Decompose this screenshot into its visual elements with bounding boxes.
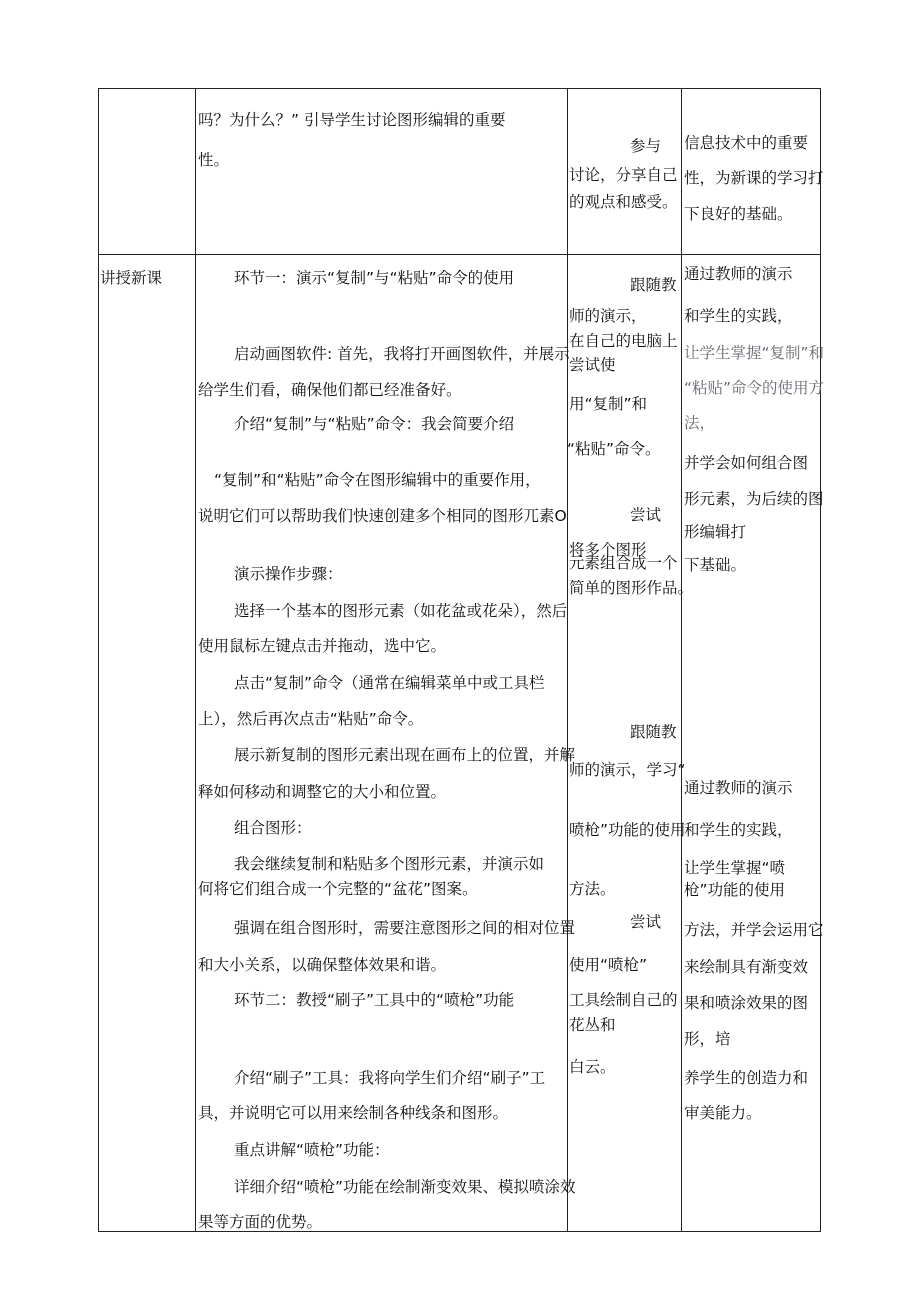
content-line: 点击“复制”命令（通常在编辑菜单中或工具栏 xyxy=(234,674,545,692)
content-line: 介绍“刷子”工具：我将向学生们介绍“刷子”工 xyxy=(234,1069,546,1087)
content-line: 说明它们可以帮助我们快速创建多个相同的图形兀素O xyxy=(198,507,567,525)
row1-purpose-line: 信息技术中的重要 xyxy=(684,134,809,152)
column-divider-3 xyxy=(681,88,682,1232)
content-line: 我会继续复制和粘贴多个图形元素，并演示如 xyxy=(234,855,545,873)
purpose-line: 让学生掌握“复制”和 xyxy=(684,344,825,362)
row1-content-line: 吗？为什么？” 引导学生讨论图形编辑的重要 xyxy=(198,111,506,129)
content-line: 何将它们组合成一个完整的“盆花”图案。 xyxy=(198,880,478,898)
student-line: 将多个图形 xyxy=(569,541,647,559)
section-label: 讲授新课 xyxy=(100,269,163,287)
row1-purpose-line: 性，为新课的学习打 xyxy=(684,169,824,187)
row1-content-line: 性。 xyxy=(198,151,230,169)
content-line: 组合图形： xyxy=(234,819,312,837)
content-line: 释如何移动和调整它的大小和位置。 xyxy=(198,783,447,801)
table-left-border xyxy=(98,88,99,1232)
content-line: 具，并说明它可以用来绘制各种线条和图形。 xyxy=(198,1104,509,1122)
purpose-line: 通过教师的演示 xyxy=(684,779,793,797)
column-divider-2 xyxy=(567,88,568,1232)
student-line: 在自己的电脑上 xyxy=(569,332,678,350)
purpose-line: 法， xyxy=(684,414,716,432)
content-line: 选择一个基本的图形元素（如花盆或花朵），然后 xyxy=(234,602,568,620)
content-line: 介绍“复制”与“粘贴”命令：我会简要介绍 xyxy=(234,415,515,433)
content-line: 强调在组合图形时，需要注意图形之间的相对位置 xyxy=(234,919,576,937)
student-line: 喷枪”功能的使用 xyxy=(569,821,686,839)
purpose-line: 形元素，为后续的图 xyxy=(684,490,824,508)
purpose-line: 枪”功能的使用 xyxy=(684,881,786,899)
content-line: 和大小关系，以确保整体效果和谐。 xyxy=(198,956,447,974)
purpose-line: 让学生掌握“喷 xyxy=(684,859,786,877)
purpose-line: 形编辑打 xyxy=(684,523,747,541)
content-line: 展示新复制的图形元素出现在画布上的位置，并解 xyxy=(234,746,576,764)
purpose-line: 来绘制具有渐变效 xyxy=(684,958,809,976)
row1-student-line: 讨论，分享自己 xyxy=(569,166,678,184)
content-line: 环节一：演示“复制”与“粘贴”命令的使用 xyxy=(234,269,515,287)
student-line: 尝试使 xyxy=(569,356,616,374)
student-line: 方法。 xyxy=(569,880,616,898)
content-line: “复制”和“粘贴”命令在图形编辑中的重要作用， xyxy=(214,471,541,489)
student-line: 元素组合成一个 xyxy=(569,554,678,572)
content-line: 启动画图软件: 首先，我将打开画图软件，并展示 xyxy=(234,345,570,363)
content-line: 环节二：教授“刷子”工具中的“喷枪”功能 xyxy=(234,991,515,1009)
student-line: “粘贴”命令。 xyxy=(567,440,661,458)
purpose-line: 下基础。 xyxy=(684,556,747,574)
student-line: 花丛和 xyxy=(569,1016,616,1034)
purpose-line: “粘贴”命令的使用方 xyxy=(684,379,825,397)
table-top-border xyxy=(98,88,821,89)
purpose-line: 形，培 xyxy=(684,1030,731,1048)
student-line: 工具绘制自己的 xyxy=(569,991,678,1009)
table-right-border xyxy=(820,88,821,1232)
content-line: 演示操作步骤： xyxy=(234,565,343,583)
content-line: 重点讲解“喷枪”功能： xyxy=(234,1141,390,1159)
student-line: 白云。 xyxy=(569,1058,616,1076)
content-line: 果等方面的优势。 xyxy=(198,1213,323,1231)
student-line: 用“复制”和 xyxy=(569,395,648,413)
student-line: 尝试 xyxy=(630,506,662,524)
purpose-line: 方法，并学会运用它 xyxy=(684,921,824,939)
purpose-line: 果和喷涂效果的图 xyxy=(684,994,809,1012)
purpose-line: 并学会如何组合图 xyxy=(684,454,809,472)
student-line: 尝试 xyxy=(630,913,662,931)
purpose-line: 和学生的实践， xyxy=(684,821,793,839)
student-line: 跟随教 xyxy=(630,723,677,741)
student-line: 使用“喷枪” xyxy=(569,956,648,974)
purpose-line: 养学生的创造力和 xyxy=(684,1069,809,1087)
content-line: 上），然后再次点击“粘贴”命令。 xyxy=(198,710,424,728)
purpose-line: 通过教师的演示 xyxy=(684,265,793,283)
student-line: 简单的图形作品。 xyxy=(569,579,694,597)
student-line: 师的演示， xyxy=(569,307,647,325)
content-line: 详细介绍“喷枪”功能在绘制渐变效果、模拟喷涂效 xyxy=(234,1178,576,1196)
row1-student-line: 的观点和感受。 xyxy=(569,193,678,211)
purpose-line: 审美能力。 xyxy=(684,1104,762,1122)
content-line: 给学生们看，确保他们都已经准备好。 xyxy=(198,381,462,399)
row1-student-line: 参与 xyxy=(630,137,662,155)
content-line: 使用鼠标左键点击并拖动，选中它。 xyxy=(198,637,447,655)
student-line: 师的演示，学习“ xyxy=(569,761,686,779)
student-line: 跟随教 xyxy=(630,276,677,294)
student-clipped-line xyxy=(568,540,680,559)
column-divider-1 xyxy=(195,88,196,1232)
row-divider xyxy=(98,254,821,255)
row1-purpose-line: 下良好的基础。 xyxy=(684,205,793,223)
purpose-line: 和学生的实践， xyxy=(684,307,793,325)
